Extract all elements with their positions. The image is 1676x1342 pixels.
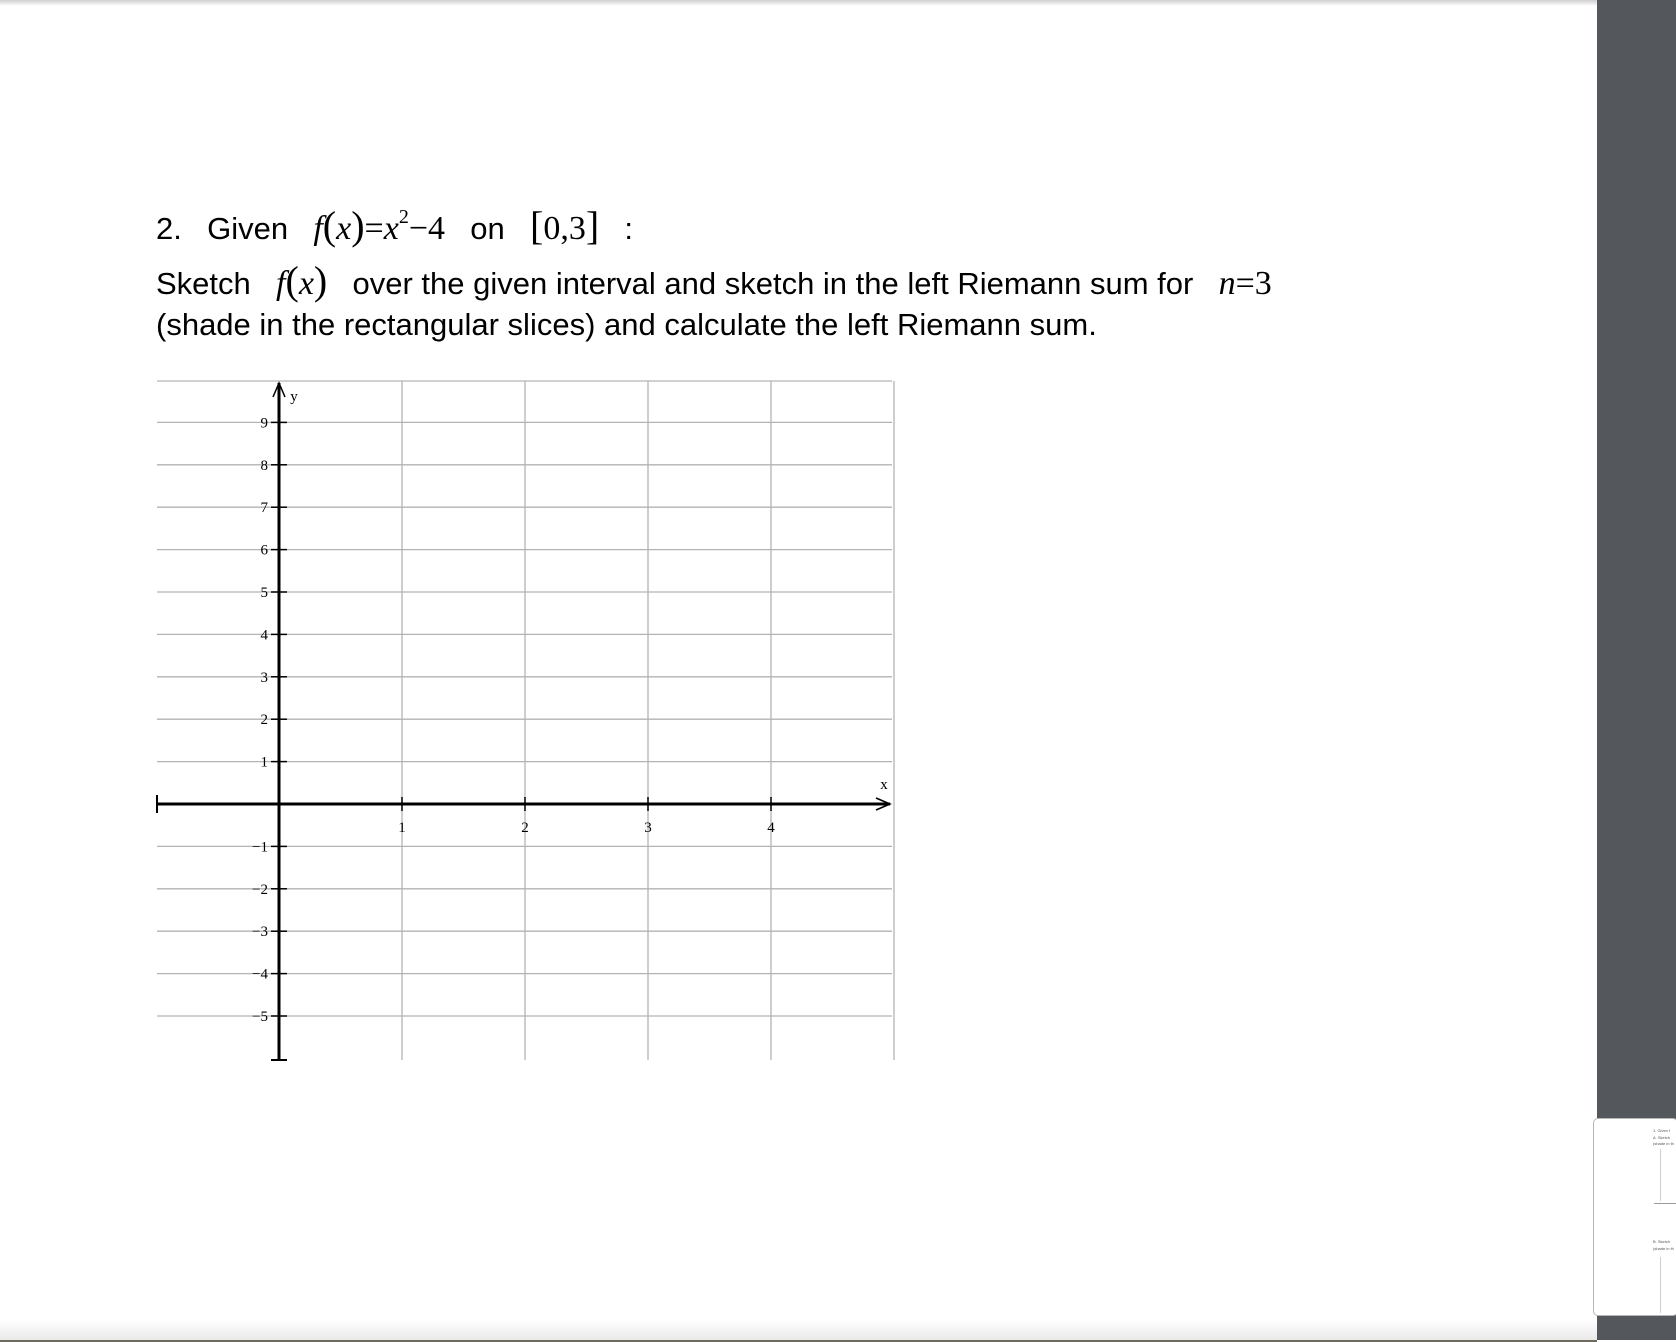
instruction-middle: over the given interval and sketch in the left Riemann sum for xyxy=(352,266,1194,301)
y-tick-label: −3 xyxy=(252,924,268,941)
x-tick-label: 3 xyxy=(644,820,652,836)
y-tick-label: −5 xyxy=(252,1009,268,1025)
expr-exponent: 2 xyxy=(398,206,409,228)
expr-rest: −4 xyxy=(408,210,446,247)
tick-labels xyxy=(252,389,888,1025)
problem-number: 2. xyxy=(156,211,182,246)
y-tick-label: 7 xyxy=(260,500,268,517)
open-bracket: [ xyxy=(530,203,544,248)
thumb-xaxis-1 xyxy=(1654,1203,1676,1204)
y-tick-label: 8 xyxy=(260,457,268,474)
thumb-axis-1 xyxy=(1660,1149,1661,1201)
sketch-word: Sketch xyxy=(156,266,251,301)
n-value: =3 xyxy=(1235,265,1272,302)
x-tick-label: 4 xyxy=(767,820,775,836)
thumb-text-4: B. Sketch xyxy=(1653,1239,1671,1244)
func-var: x xyxy=(336,210,352,247)
y-tick-label: 2 xyxy=(260,712,268,729)
y-tick-label: 6 xyxy=(260,542,268,559)
close-bracket: ] xyxy=(585,203,600,248)
given-word: Given xyxy=(207,211,289,246)
close-paren-2: ) xyxy=(313,258,328,303)
y-tick-label: −2 xyxy=(252,881,268,898)
on-word: on xyxy=(470,211,505,246)
page-bottom-edge xyxy=(0,1320,1597,1342)
close-paren: ) xyxy=(351,203,365,248)
y-tick-label: 5 xyxy=(260,585,268,601)
y-tick-label: 3 xyxy=(260,669,268,686)
instruction-line-2: (shade in the rectangular slices) and calculate the left Riemann sum. xyxy=(156,307,1097,342)
func-var-2: x xyxy=(298,265,314,302)
x-tick-label: 1 xyxy=(398,820,406,836)
y-axis-label: y xyxy=(290,389,298,405)
y-tick-label: 4 xyxy=(260,627,268,644)
heading-colon: : xyxy=(624,211,634,246)
y-tick-label: −4 xyxy=(252,966,268,983)
x-axis-label: x xyxy=(880,777,888,793)
page-thumbnail[interactable] xyxy=(1593,1118,1676,1316)
thumb-text-2: A. Sketch xyxy=(1653,1135,1671,1140)
y-tick-label: 9 xyxy=(260,415,268,432)
thumb-text-1: 1. Given f xyxy=(1653,1128,1671,1133)
y-tick-label: 1 xyxy=(260,754,268,771)
thumb-axis-2 xyxy=(1660,1257,1661,1313)
open-paren-2: ( xyxy=(285,258,299,303)
thumb-text-5: (shade in th xyxy=(1653,1246,1674,1251)
equals-sign: = xyxy=(364,210,384,247)
func-name-2: f xyxy=(276,265,286,302)
x-tick-label: 2 xyxy=(521,820,529,836)
open-paren: ( xyxy=(322,203,337,248)
thumb-text-3: (shade in th xyxy=(1653,1141,1674,1146)
expr-base: x xyxy=(383,210,399,247)
interval-values: 0,3 xyxy=(543,210,586,247)
y-tick-label: −1 xyxy=(252,839,268,856)
func-name: f xyxy=(313,210,323,247)
n-variable: n xyxy=(1218,265,1236,302)
